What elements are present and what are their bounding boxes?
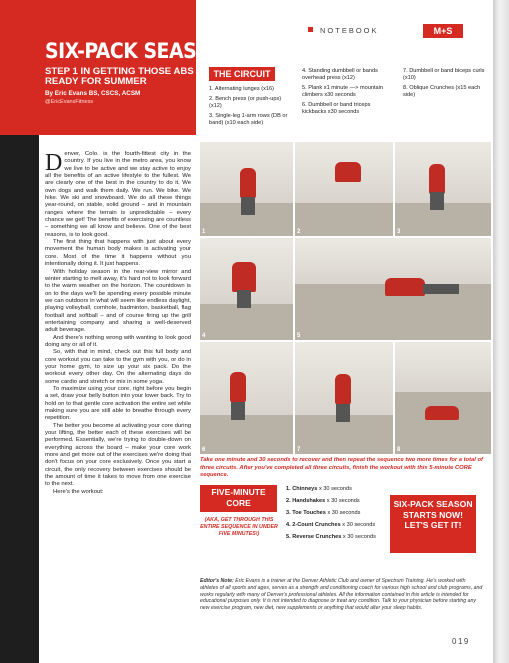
exercise-photo-8 [395,342,491,454]
exercise-item: 1. Alternating lunges (x16) [209,86,274,92]
circuit-label: THE CIRCUIT [209,67,275,81]
core-item: 1. Chinneys x 30 seconds [286,486,352,492]
paragraph: The first thing that happens with just about every movement the human body makes is activating your core. Most of the time it happens without you intentionally doing it. It just happens. [45,239,191,268]
exercise-item: 4. Standing dumbbell or bands overhead press (x12) [302,68,378,81]
paragraph: The better you become at activating your core during your lifting, the better each of these exercises will be performed. Essentially, we're trying to double-down on everything across the board – make your core work more and get more out of the exercises we're doing that don't focus on your core exclusively. Once you start a circuit, the only recovery between exercises should be the amount of time it takes to move from one exercise to the next. [45,422,191,488]
exercise-item: 6. Dumbbell or band triceps kickbacks x30 seconds [302,102,371,115]
side-stripe [0,135,39,663]
core-item: 2. Handshakes x 30 seconds [286,498,360,504]
core-item: 5. Reverse Crunches x 30 seconds [286,534,376,540]
editors-note-text: Eric Evans is a trainer at the Denver Athletic Club and owner of Spectrum Training. He's worked with athletes of all sports and ages, serves as a strength and conditioning coach for various high school and club programs, and works regularly with many of Denver's professional athletes. All the information contained in this article is intended for educational purposes only. It is not intended to diagnose or treat any condition. Talk to your physician before starting any new exercise program, new diet, new supplements or anything that would alter your sleep habits. [200,578,483,612]
core-item: 3. Toe Touches x 30 seconds [286,510,361,516]
exercise-photo-6 [200,342,293,454]
paragraph: So, with that in mind, check out this full body and core workout you can take to the gym with you, or do in your home gym, to size up your six pack. Do the workout every other day. On the alternating days do some cardio and stretch or mix in some yoga. [45,349,191,385]
photo-number: 3 [397,229,401,235]
circuit-instructions: Take one minute and 30 seconds to recover and then repeat the sequence two more times for a total of three circuits. After you've completed all three circuits, finish the workout with this 5-minute CORE sequence. [200,457,483,478]
paragraph: Here's the workout: [53,488,104,495]
photo-number: 4 [202,333,206,339]
exercise-photo-4 [200,238,293,340]
exercise-item: 2. Bench press (or push-ups) (x12) [209,96,282,109]
photo-number: 6 [202,447,206,453]
five-minute-core-label: FIVE-MINUTE CORE [200,485,277,512]
photo-number: 7 [297,447,301,453]
paragraph: And there's nothing wrong with wanting to look good doing any or all of it. [45,334,191,348]
five-minute-core-note: (AKA, GET THROUGH THIS ENTIRE SEQUENCE IN UNDER FIVE MINUTES!) [200,517,278,537]
article-body [45,151,191,496]
exercise-photo-7 [295,342,393,454]
paragraph: To maximize using your core, right before you begin a set, draw your belly button into your lower back. Try to hold on to that gentle core activation the entire set while making sure you are still able to breathe through every repetition. [45,386,191,422]
call-to-action: SIX-PACK SEASON STARTS NOW! LET'S GET IT! [390,495,476,553]
page-edge [493,0,509,663]
photo-number: 8 [397,447,401,453]
editors-note-label: Editor's Note: [200,578,234,584]
exercise-photo-grid [200,142,491,454]
exercise-column-1 [209,86,295,130]
paragraph [45,151,191,239]
byline: By Eric Evans BS, CSCS, ACSM [45,90,141,97]
article-title: SIX-PACK SEASON! [45,39,236,63]
exercise-item: 7. Dumbbell or band biceps curls (x10) [403,68,485,81]
core-sequence-list [286,486,391,546]
exercise-column-2 [302,68,394,119]
editors-note [200,578,483,612]
exercise-item: 3. Single-leg 1-arm rows (DB or band) (x10 each side) [209,113,288,126]
exercise-photo-5 [295,238,491,340]
photo-number: 2 [297,229,301,235]
section-label: NOTEBOOK [320,26,379,35]
exercise-item: 5. Plank x1 minute —> mountain climbers x30 seconds [302,85,383,98]
photo-number: 5 [297,333,301,339]
drop-cap: D [45,150,63,176]
paragraph: With holiday season in the rear-view mirror and winter starting to melt away, it's hard not to look forward to the warm weather on the horizon. The countdown is on to the days we'll be spending every possible minute we can outdoors in what will seem like endless daylight, playing volleyball, cornhole, badminton, basketball, flag football and softball – and of course firing up the grill entertaining company and sharing a well-deserved adult beverage. [45,268,191,334]
exercise-photo-3 [395,142,491,236]
magazine-logo: M+S [423,24,463,38]
exercise-photo-1 [200,142,293,236]
section-marker-icon [308,27,313,32]
article-subtitle: STEP 1 IN GETTING THOSE ABS READY FOR SUMMER [45,66,194,87]
exercise-item: 8. Oblique Crunches (x15 each side) [403,85,481,98]
social-handle: @EricEvansFitness [45,99,94,105]
photo-number: 1 [202,229,206,235]
core-item: 4. 2-Count Crunches x 30 seconds [286,522,376,528]
exercise-column-3 [403,68,487,102]
exercise-photo-2 [295,142,393,236]
page-number: 019 [452,637,470,646]
paragraph-text: enver, Colo. is the fourth-fittest city in the country. If you live in the metro area, you know we live to be active and we stay active to enjoy all the benefits of an active lifestyle to the fullest. We are clearly one of the best in the country to do it. We own dogs and walk them daily. We run. We bike. We hike. We ski and snowboard. We do all these things year-round, on stable, solid ground – and in mountain ranges where the terrain is unpredictable – every chance we get! The benefits of exercising are countless – something we all know and believe. One of the best reasons, is to look good. [45,151,191,238]
